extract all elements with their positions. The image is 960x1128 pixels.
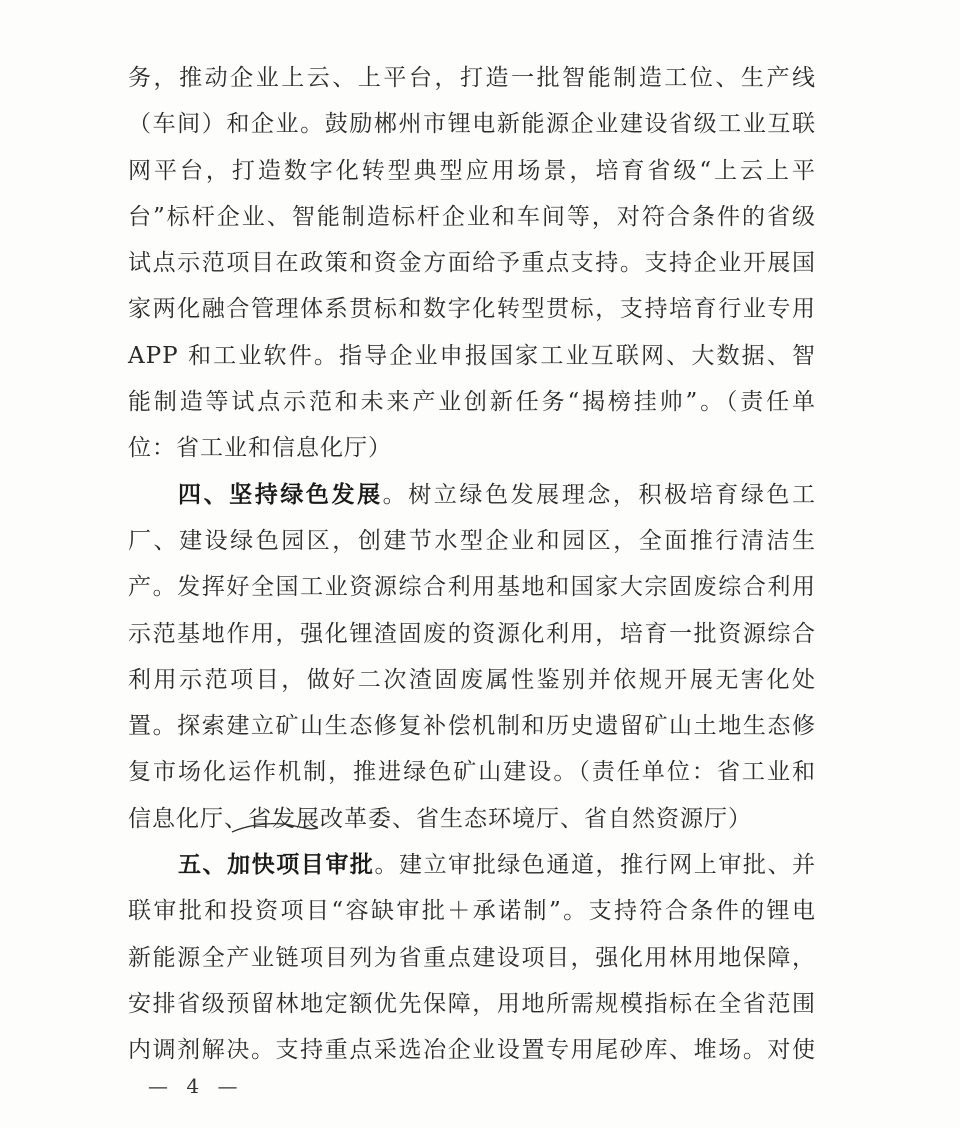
text-line: （车间）和企业。鼓励郴州市锂电新能源企业建设省级工业互联	[128, 111, 816, 138]
text-line: 内调剂解决。支持重点采选冶企业设置专用尾砂库、堆场。对使	[128, 1037, 816, 1064]
text-line: 利用示范项目，做好二次渣固废属性鉴别并依规开展无害化处	[128, 666, 816, 693]
text-run: 。建立审批绿色通道，推行网上审批、并	[374, 852, 817, 879]
paragraph-project-approval	[128, 842, 816, 1073]
text-line: 安排省级预留林地定额优先保障，用地所需规模指标在全省范围	[128, 990, 816, 1017]
text-line: 家两化融合管理体系贯标和数字化转型贯标，支持培育行业专用	[128, 296, 816, 323]
paragraph-digital-transformation	[128, 55, 816, 472]
text-line: 务，推动企业上云、上平台，打造一批智能制造工位、生产线	[128, 65, 816, 91]
handwritten-underline-mark	[230, 822, 320, 836]
text-line: 新能源全产业链项目列为省重点建设项目，强化用林用地保障，	[128, 944, 816, 971]
text-line: 位：省工业和信息化厅）	[128, 435, 392, 462]
section-heading: 四、坚持绿色发展	[178, 481, 383, 508]
text-line: 网平台，打造数字化转型典型应用场景，培育省级“上云上平	[128, 157, 816, 184]
text-run: 。树立绿色发展理念，积极培育绿色工	[382, 481, 817, 508]
text-line: 示范基地作用，强化锂渣固废的资源化利用，培育一批资源综合	[128, 620, 816, 647]
text-line: 能制造等试点示范和未来产业创新任务“揭榜挂帅”。（责任单	[128, 389, 816, 416]
text-line: APP 和工业软件。指导企业申报国家工业互联网、大数据、智	[128, 342, 816, 369]
text-line: 试点示范项目在政策和资金方面给予重点支持。支持企业开展国	[128, 250, 816, 277]
paragraph-green-development	[128, 472, 816, 842]
text-line: 产。发挥好全国工业资源综合利用基地和国家大宗固废综合利用	[128, 574, 816, 601]
text-line: 信息化厅、省发展改革委、省生态环境厅、省自然资源厅）	[128, 805, 752, 832]
text-line: 厂、建设绿色园区，创建节水型企业和园区，全面推行清洁生	[128, 527, 816, 554]
text-line	[128, 472, 816, 518]
text-line: 台”标杆企业、智能制造标杆企业和车间等，对符合条件的省级	[128, 203, 816, 230]
document-body	[128, 55, 816, 1074]
section-heading: 五、加快项目审批	[178, 852, 375, 879]
text-line	[128, 842, 816, 888]
text-line: 复市场化运作机制，推进绿色矿山建设。（责任单位：省工业和	[128, 759, 816, 786]
text-line: 联审批和投资项目“容缺审批＋承诺制”。支持符合条件的锂电	[128, 898, 816, 925]
text-line: 置。探索建立矿山生态修复补偿机制和历史遗留矿山土地生态修	[128, 713, 816, 740]
page-number: — 4 —	[148, 1074, 244, 1098]
